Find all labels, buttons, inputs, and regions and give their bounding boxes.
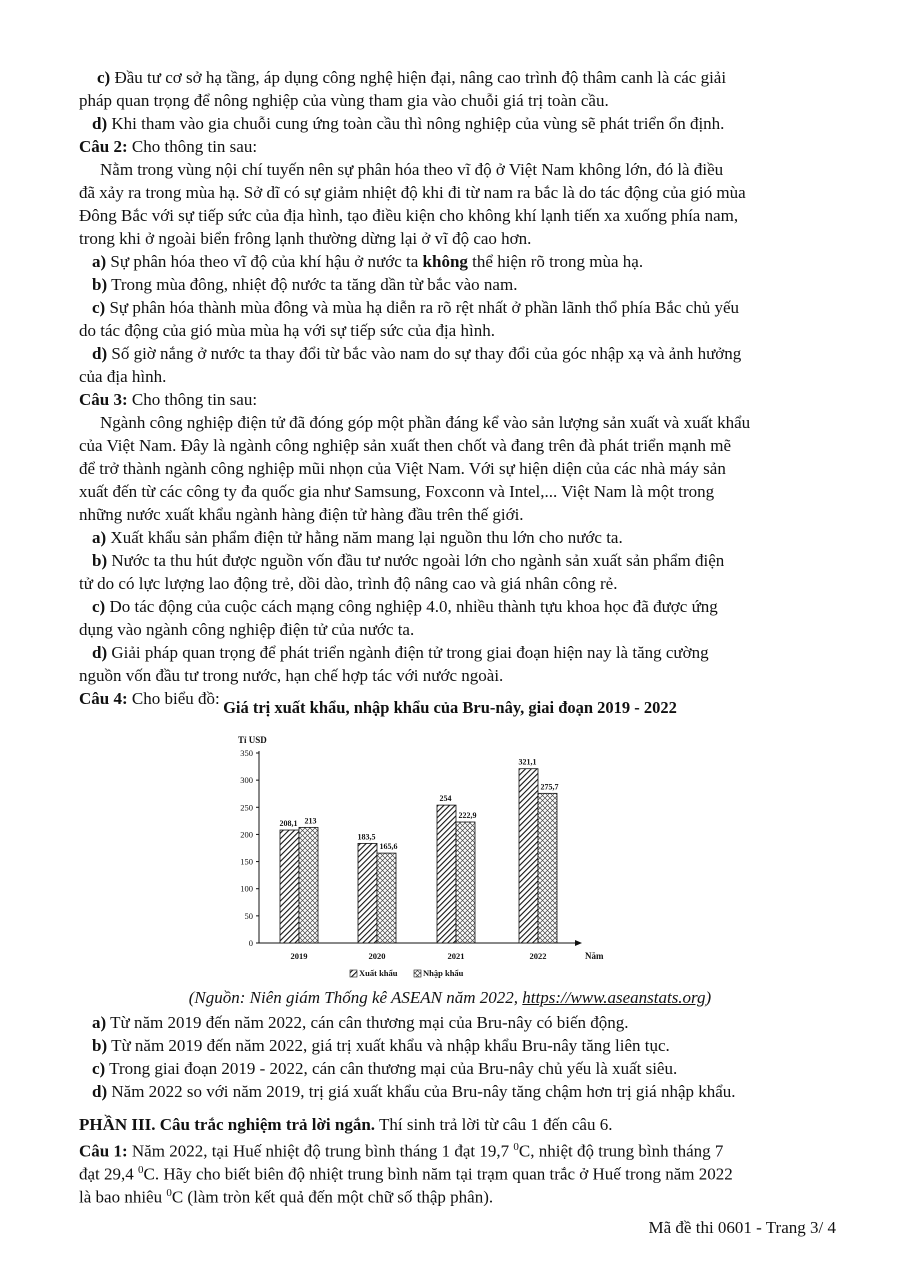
question-label: Câu 3: [79, 390, 128, 409]
text-line [100, 158, 723, 181]
text-line [79, 89, 609, 112]
question-label: a) [92, 252, 107, 271]
line-text: Nước ta thu hút được nguồn vốn đầu tư nước ngoài lớn cho ngành sản xuất sản phẩm điện [107, 551, 725, 570]
line-text: đạt 29,4 [79, 1164, 139, 1184]
text-line [92, 296, 739, 319]
text-line [100, 411, 750, 434]
bar-value-label: 208,1 [279, 819, 298, 829]
line-text: đã xảy ra trong mùa hạ. Sở dĩ có sự giảm nhiệt độ khi đi từ nam ra bắc là do tác động của gió mùa [79, 183, 746, 202]
line-text: dụng vào ngành công nghiệp điện tử của nước ta. [79, 620, 415, 639]
line-text: Cho biểu đồ: [127, 689, 220, 708]
y-tick-label: 100 [240, 883, 253, 894]
question-label: PHẦN III. Câu trắc nghiệm trả lời ngắn. [79, 1115, 376, 1134]
x-axis-title: Năm [585, 951, 604, 961]
question-label: c) [97, 68, 111, 87]
legend-label-import: Nhập khẩu [423, 968, 464, 978]
question-label: b) [92, 551, 108, 570]
question-label: c) [92, 298, 106, 317]
line-text: xuất đến từ các công ty đa quốc gia như Samsung, Foxconn và Intel,... Việt Nam là một trong [79, 482, 715, 501]
text-line [92, 549, 724, 572]
bar-value-label: 165,6 [379, 842, 398, 852]
line-text: Xuất khẩu sản phẩm điện tử hằng năm mang lại nguồn thu lớn cho nước ta. [106, 528, 623, 547]
line-text: Cho thông tin sau: [127, 390, 258, 409]
line-text: Sự phân hóa thành mùa đông và mùa hạ diễn ra rõ rệt nhất ở phần lãnh thổ phía Bắc chủ yếu [105, 298, 740, 317]
y-tick-label: 50 [244, 910, 253, 921]
import-bar [299, 827, 318, 943]
bar-value-label: 275,7 [540, 782, 559, 792]
text-line [92, 250, 643, 273]
text-line [97, 66, 726, 89]
bar-value-label: 222,9 [458, 810, 477, 820]
text-line [92, 641, 709, 664]
text-line [79, 365, 166, 388]
source-link[interactable]: https://www.aseanstats.org [522, 988, 706, 1007]
bar-value-label: 254 [439, 794, 452, 804]
export-bar [437, 805, 456, 943]
import-bar [456, 822, 475, 943]
line-text: Số giờ nắng ở nước ta thay đổi từ bắc vào nam do sự thay đổi của góc nhập xạ và ảnh hưởng [107, 344, 742, 363]
text-line [92, 1057, 677, 1080]
y-tick-label: 0 [248, 938, 253, 948]
legend-label-export: Xuất khẩu [359, 968, 398, 978]
line-text: nguồn vốn đầu tư trong nước, hạn chế hợp tác với nước ngoài. [79, 666, 504, 685]
text-line [79, 227, 531, 250]
line-text: Trong giai đoạn 2019 - 2022, cán cân thương mại của Bru-nây chủ yếu là xuất siêu. [105, 1059, 678, 1078]
text-line [79, 1182, 493, 1209]
line-text: Năm 2022, tại Huế nhiệt độ trung bình tháng 1 đạt 19,7 [127, 1141, 514, 1161]
degree-superscript: 0 [138, 1164, 144, 1176]
text-line [92, 112, 724, 135]
line-text: Từ năm 2019 đến năm 2022, cán cân thương mại của Bru-nây có biến động. [106, 1013, 629, 1032]
line-text: tử do có lực lượng lao động trẻ, dồi dào, trình độ nâng cao và giá nhân công rẻ. [79, 574, 618, 593]
line-text: những nước xuất khẩu ngành hàng điện tử hàng đầu trên thế giới. [79, 505, 524, 524]
line-text: Sự phân hóa theo vĩ độ của khí hậu ở nước ta [106, 252, 423, 271]
line-text: Từ năm 2019 đến năm 2022, giá trị xuất khẩu và nhập khẩu Bru-nây tăng liên tục. [107, 1036, 670, 1055]
line-text: để trở thành ngành công nghiệp mũi nhọn của Việt Nam. Với sự hiện diện của các nhà máy sản [79, 459, 726, 478]
question-label: d) [92, 1082, 108, 1101]
x-tick-label: 2019 [290, 951, 308, 961]
bar-chart [0, 728, 900, 1018]
text-line [92, 595, 718, 618]
line-text: của Việt Nam. Đây là ngành công nghiệp sản xuất then chốt và đang trên đà phát triển mạnh mẽ [79, 436, 732, 455]
export-bar [358, 843, 377, 943]
text-line [79, 204, 738, 227]
y-axis-title: Tỉ USD [238, 735, 267, 745]
line-text: Cho thông tin sau: [127, 137, 258, 156]
line-text: của địa hình. [79, 367, 167, 386]
text-line [79, 319, 495, 342]
y-tick-label: 150 [240, 856, 253, 867]
text-line [79, 618, 414, 641]
question-label: d) [92, 114, 108, 133]
line-text-after: C (làm tròn kết quả đến một chữ số thập phân). [171, 1187, 494, 1207]
text-line [79, 480, 714, 503]
line-text: Đông Bắc với sự tiếp sức của địa hình, tạo điều kiện cho không khí lạnh tiến xa xuống phía nam, [79, 206, 739, 225]
text-line [79, 664, 503, 687]
question-label: b) [92, 1036, 108, 1055]
line-text: pháp quan trọng để nông nghiệp của vùng tham gia vào chuỗi giá trị toàn cầu. [79, 91, 609, 110]
page-footer: Mã đề thi 0601 - Trang 3/ 4 [648, 1218, 836, 1237]
text-line [79, 135, 257, 158]
line-text: Trong mùa đông, nhiệt độ nước ta tăng dần từ bắc vào nam. [107, 275, 518, 294]
line-text: Đầu tư cơ sở hạ tầng, áp dụng công nghệ hiện đại, nâng cao trình độ thâm canh là các giải [110, 68, 727, 87]
line-text: Khi tham vào gia chuỗi cung ứng toàn cầu thì nông nghiệp của vùng sẽ phát triển ổn định. [107, 114, 725, 133]
import-bar [377, 853, 396, 943]
line-text: Do tác động của cuộc cách mạng công nghiệp 4.0, nhiều thành tựu khoa học đã được ứng [105, 597, 718, 616]
y-tick-label: 300 [240, 775, 253, 786]
chart-title: Giá trị xuất khẩu, nhập khẩu của Bru-nây, giai đoạn 2019 - 2022 [223, 698, 677, 717]
text-line [79, 388, 257, 411]
text-line [79, 572, 617, 595]
question-label: d) [92, 643, 108, 662]
x-axis-arrow [575, 940, 582, 946]
x-tick-label: 2022 [529, 951, 547, 961]
y-tick-label: 200 [240, 829, 253, 840]
line-text: Năm 2022 so với năm 2019, trị giá xuất khẩu của Bru-nây tăng chậm hơn trị giá nhập khẩu. [107, 1082, 736, 1101]
question-label: b) [92, 275, 108, 294]
text-line [79, 181, 746, 204]
export-bar [280, 830, 299, 943]
line-text-after: C, nhiệt độ trung bình tháng 7 [518, 1141, 724, 1161]
text-line [79, 503, 524, 526]
question-label: a) [92, 1013, 107, 1032]
line-text-after: thể hiện rõ trong mùa hạ. [467, 252, 644, 271]
question-label: c) [92, 1059, 106, 1078]
question-label: d) [92, 344, 108, 363]
text-line [92, 1034, 670, 1057]
degree-superscript: 0 [513, 1141, 519, 1153]
source-prefix: (Nguồn: Niên giám Thống kê ASEAN năm 2022, [188, 988, 523, 1007]
text-line [79, 434, 731, 457]
question-label: Câu 1: [79, 1141, 128, 1161]
bar-value-label: 213 [304, 816, 317, 826]
line-text: Nằm trong vùng nội chí tuyến nên sự phân hóa theo vĩ độ ở Việt Nam không lớn, đó là điều [100, 160, 724, 179]
line-text: Ngành công nghiệp điện tử đã đóng góp một phần đáng kể vào sản lượng sản xuất và xuất khẩu [100, 413, 751, 432]
line-text: Giải pháp quan trọng để phát triển ngành điện tử trong giai đoạn hiện nay là tăng cường [107, 643, 709, 662]
text-line [79, 457, 726, 480]
bar-value-label: 183,5 [357, 832, 376, 842]
line-text: trong khi ở ngoài biển frông lạnh thường dừng lại ở vĩ độ cao hơn. [79, 229, 532, 248]
legend-swatch-import [414, 970, 421, 977]
question-label: Câu 4: [79, 689, 128, 708]
text-line [92, 1080, 736, 1103]
text-line [92, 342, 741, 365]
question-label: c) [92, 597, 106, 616]
text-line [92, 273, 517, 296]
x-tick-label: 2020 [368, 951, 386, 961]
degree-superscript: 0 [166, 1187, 172, 1199]
question-label: a) [92, 528, 107, 547]
chart-source [0, 988, 900, 1008]
text-line [79, 1113, 612, 1136]
line-text-after: C. Hãy cho biết biên độ nhiệt trung bình năm tại trạm quan trắc ở Huế trong năm 2022 [143, 1164, 733, 1184]
line-text: Thí sinh trả lời từ câu 1 đến câu 6. [375, 1115, 613, 1134]
legend-swatch-export [350, 970, 357, 977]
x-tick-label: 2021 [447, 951, 465, 961]
emphasis-text: không [422, 252, 468, 271]
source-suffix: ) [705, 988, 712, 1007]
export-bar [519, 769, 538, 943]
bar-value-label: 321,1 [518, 757, 537, 767]
import-bar [538, 793, 557, 943]
line-text: do tác động của gió mùa mùa hạ với sự tiếp sức của địa hình. [79, 321, 495, 340]
y-tick-label: 350 [240, 748, 253, 758]
text-line [92, 526, 623, 549]
question-label: Câu 2: [79, 137, 128, 156]
line-text: là bao nhiêu [79, 1187, 167, 1207]
y-tick-label: 250 [240, 802, 253, 813]
